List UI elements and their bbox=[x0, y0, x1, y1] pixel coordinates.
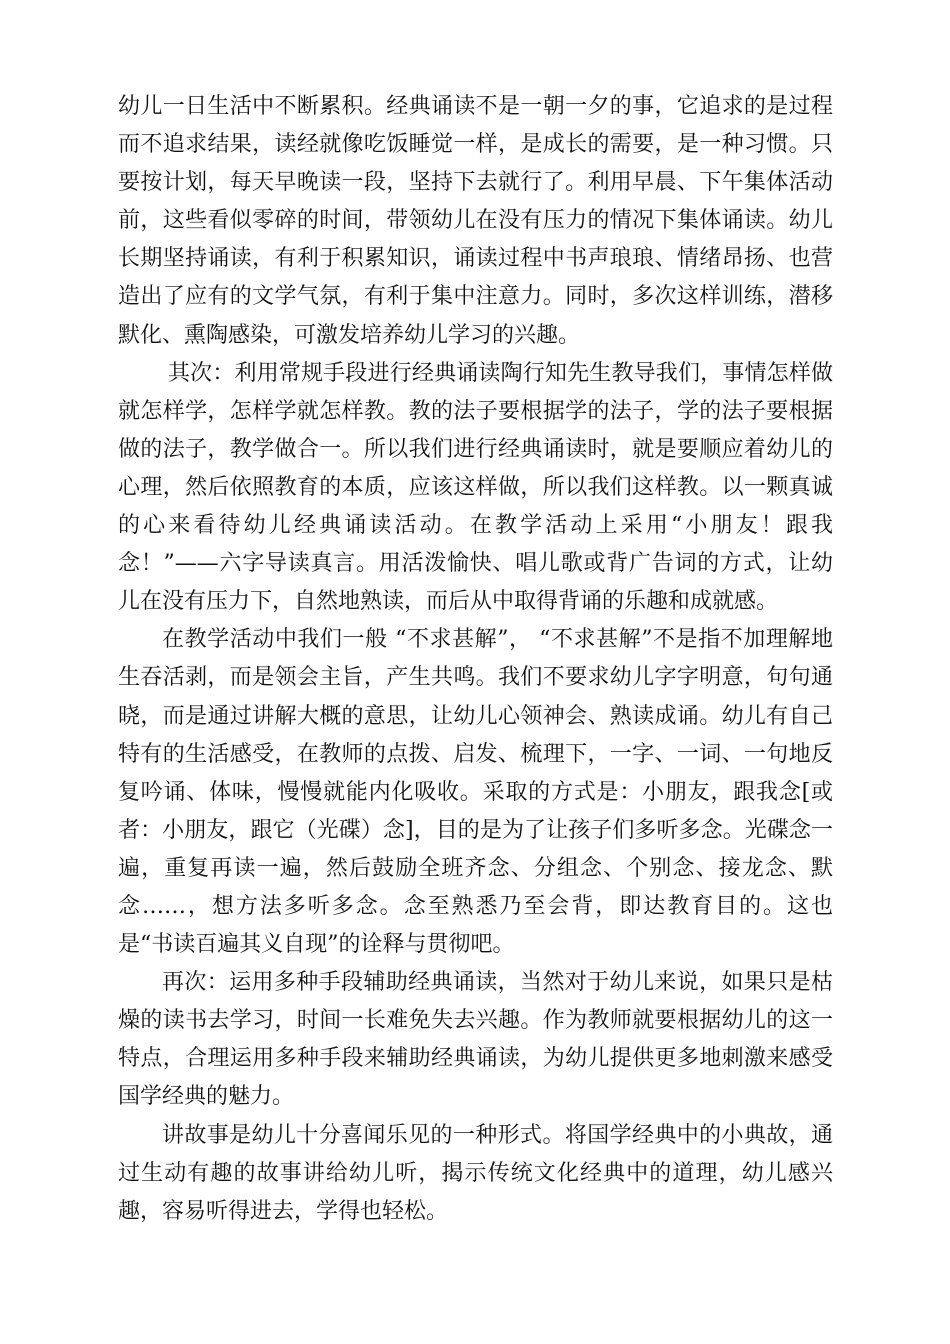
paragraph-continuation: 幼儿一日生活中不断累积。经典诵读不是一朝一夕的事，它追求的是过程而不追求结果，读经就像吃饭睡觉一样，是成长的需要，是一种习惯。只要按计划，每天早晚读一段，坚持下去就行了。利用早晨、下午集体活动前，这些看似零碎的时间，带领幼儿在没有压力的情况下集体诵读。幼儿长期坚持诵读，有利于积累知识，诵读过程中书声琅琅、情绪昂扬、也营造出了应有的文学气氛，有利于集中注意力。同时，多次这样训练，潜移默化、熏陶感染，可激发培养幼儿学习的兴趣。 bbox=[118, 94, 833, 348]
paragraph-teaching-activity: 在教学活动中我们一般 “不求甚解”， “不求甚解”不是指不加理解地生吞活剥，而是领会主旨，产生共鸣。我们不要求幼儿字字明意，句句通晓，而是通过讲解大概的意思，让幼儿心领神会、熟读成诵。幼儿有自己特有的生活感受，在教师的点拨、启发、梳理下，一字、一词、一句地反复吟诵、体味，慢慢就能内化吸收。采取的方式是：小朋友，跟我念[或者：小朋友，跟它（光碟）念]，目的是为了让孩子们多听多念。光碟念一遍，重复再读一遍，然后鼓励全班齐念、分组念、个别念、接龙念、默念……，想方法多听多念。念至熟悉乃至会背，即达教育目的。这也是“书读百遍其义自现”的诠释与贯彻吧。 bbox=[118, 627, 833, 958]
document-body bbox=[118, 88, 833, 1231]
paragraph-storytelling: 讲故事是幼儿十分喜闻乐见的一种形式。将国学经典中的小典故，通过生动有趣的故事讲给幼儿听，揭示传统文化经典中的道理，幼儿感兴趣，容易听得进去，学得也轻松。 bbox=[118, 1122, 833, 1224]
paragraph-second-method: 其次：利用常规手段进行经典诵读陶行知先生教导我们，事情怎样做就怎样学，怎样学就怎样教。教的法子要根据学的法子，学的法子要根据做的法子，教学做合一。所以我们进行经典诵读时，就是要顺应着幼儿的心理，然后依照教育的本质，应该这样做，所以我们这样教。以一颗真诚的心来看待幼儿经典诵读活动。在教学活动上采用“小朋友！跟我念！”——六字导读真言。用活泼愉快、唱儿歌或背广告词的方式，让幼儿在没有压力下，自然地熟读，而后从中取得背诵的乐趣和成就感。 bbox=[118, 360, 833, 615]
paragraph-third-method: 再次：运用多种手段辅助经典诵读，当然对于幼儿来说，如果只是枯燥的读书去学习，时间一长难免失去兴趣。作为教师就要根据幼儿的这一特点，合理运用多种手段来辅助经典诵读，为幼儿提供更多地刺激来感受国学经典的魅力。 bbox=[118, 970, 833, 1110]
